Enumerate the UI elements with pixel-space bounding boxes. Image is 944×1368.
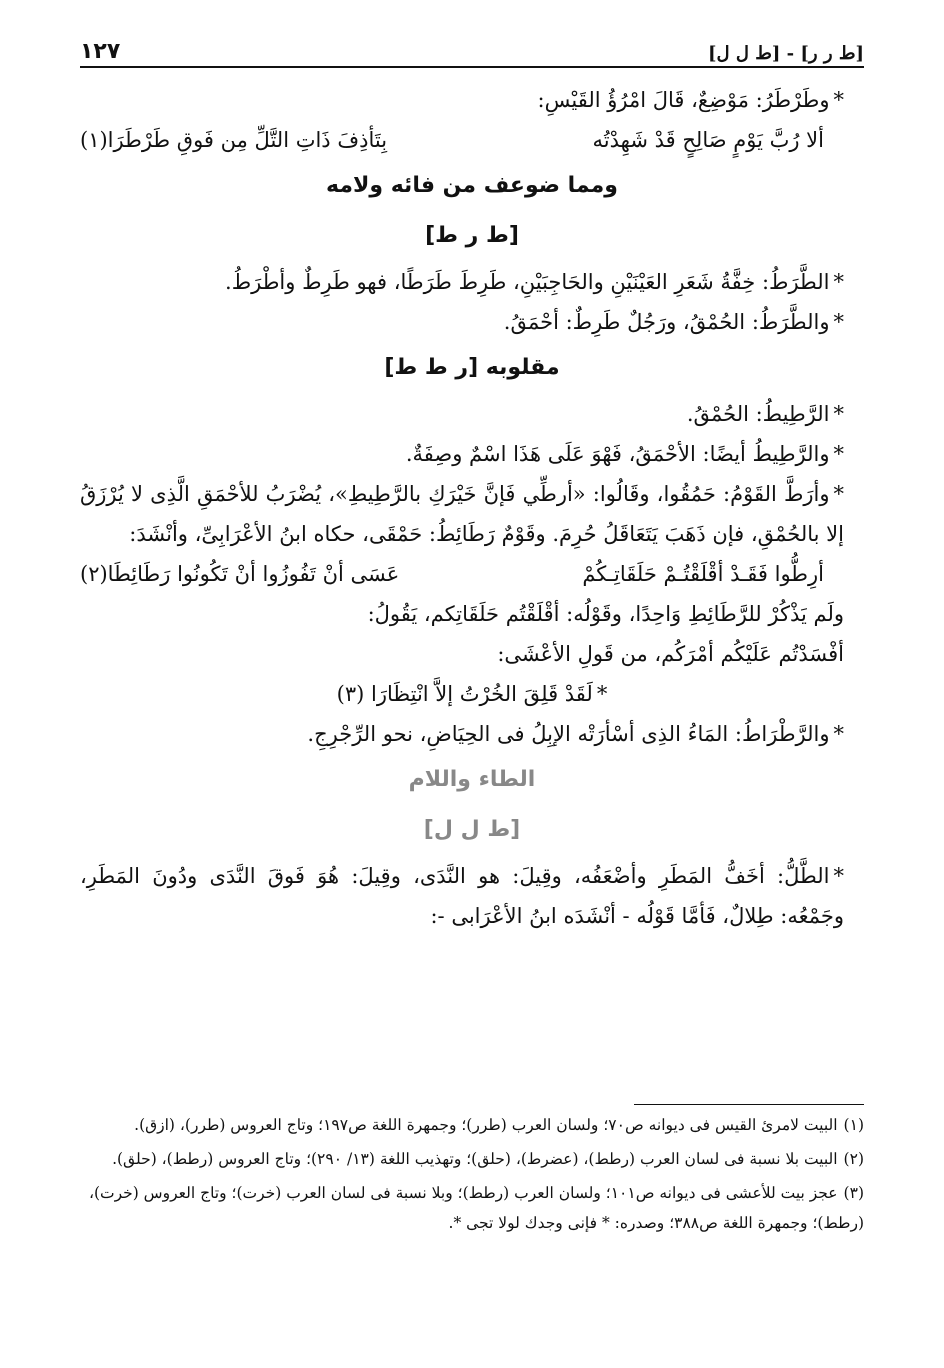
entry-tartar bbox=[80, 80, 864, 120]
star-marker: * bbox=[833, 482, 844, 506]
footnote-2 bbox=[80, 1144, 864, 1174]
verse-1-hemistich-b: بِتَأذِفَ ذَاتِ التَّلِّ مِن فَوقِ طَرْطَرَا(١) bbox=[80, 128, 388, 152]
verse-1 bbox=[80, 120, 864, 160]
entry-tall bbox=[80, 856, 864, 936]
footnote-number: (٣) bbox=[843, 1184, 864, 1202]
entry-tarat-humq bbox=[80, 302, 864, 342]
entry-ratit bbox=[80, 394, 864, 434]
star-marker: * bbox=[833, 722, 844, 746]
footnotes bbox=[80, 1110, 864, 1242]
verse-3-text: لَقَدْ قَلِقَ الخُرْتُ إلاَّ انْتِظَارَا (٣) bbox=[336, 682, 593, 706]
entry-ratit-also bbox=[80, 434, 864, 474]
section-heading: ومما ضوعف من فائه ولامه bbox=[326, 173, 618, 198]
line-rataait: ولَم يَذْكُرْ للرَّطَائِطِ وَاحِدًا، وقَوْلُه: أقْلَقْتُم حَلَقَاتِكم، يَقُولُ: bbox=[367, 602, 844, 626]
footnote-number: (٢) bbox=[843, 1150, 864, 1168]
entry-tarat bbox=[80, 262, 864, 302]
entry-text: الطَّرَطُ: خِفَّةُ شَعَرِ العَيْنَيْنِ والحَاجِبَيْنِ، طَرِطَ طَرَطًا، فهو طَرِطٌ وأطْرَطُ. bbox=[225, 270, 830, 294]
star-marker: * bbox=[833, 864, 844, 888]
star-marker: * bbox=[833, 270, 844, 294]
entry-text: وطَرْطَرُ: مَوْضِعٌ، قَالَ امْرُؤُ القَيْسِ: bbox=[537, 88, 830, 112]
entry-text: الطَّلُّ: أخَفُّ المَطَرِ وأضْعَفُه، وقِيلَ: هو النَّدَى، وقِيلَ: هُوَ فَوقَ النَّدَى ودُونَ المَطَرِ، وجَمْعُه: طِلالٌ، فَأمَّا قَوْلُه - أنْشَدَه ابنُ الأعْرَابى -: bbox=[80, 864, 844, 928]
verse-2-hemistich-a: أرِطُّوا فَقَـدْ أقْلَقْتُـمْ حَلَقَاتِـكُمْ bbox=[582, 562, 824, 586]
star-marker: * bbox=[596, 682, 608, 706]
root-heading-rtt: مقلوبه [ر ط ط] bbox=[384, 355, 560, 380]
running-head: [ط ر ر] - [ط ل ل] bbox=[708, 43, 864, 64]
entry-text: والرَّطِيطُ أيضًا: الأحْمَقُ، فَهْوَ عَلَى هَذَا اسْمٌ وصِفَةٌ. bbox=[405, 442, 830, 466]
main-text bbox=[80, 80, 864, 936]
footnote-1 bbox=[80, 1110, 864, 1140]
verse-2-hemistich-b: عَسَى أنْ تَفُوزُوا أنْ تَكُونُوا رَطَائِطَا(٢) bbox=[80, 562, 400, 586]
entry-ratrat bbox=[80, 714, 864, 754]
root-heading-tll: [ط ل ل] bbox=[423, 817, 521, 842]
section-heading-taa-lam: الطاء واللام bbox=[408, 767, 536, 792]
verse-2 bbox=[80, 554, 864, 594]
footnote-rule bbox=[634, 1104, 864, 1105]
entry-text: والرَّطْرَاطُ: المَاءُ الذِى أسْأرَتْه الإبِلُ فى الحِيَاضِ، نحو الرِّجْرِجِ. bbox=[307, 722, 830, 746]
footnote-text: البيت بلا نسبة فى لسان العرب (رطط)، (عضرط)، (حلق)؛ وتهذيب اللغة (١٣/ ٢٩٠)؛ وتاج العروس (رطط)، (حلق). bbox=[112, 1150, 838, 1168]
star-marker: * bbox=[833, 402, 844, 426]
star-marker: * bbox=[833, 310, 844, 334]
entry-text: الرَّطِيطُ: الحُمْقُ. bbox=[686, 402, 830, 426]
verse-1-hemistich-a: ألا رُبَّ يَوْمٍ صَالِحٍ قَدْ شَهِدْتُه bbox=[592, 128, 824, 152]
page-header bbox=[80, 30, 864, 68]
entry-aratta bbox=[80, 474, 864, 554]
entry-text: والطَّرَطُ: الحُمْقُ، ورَجُلٌ طَرِطٌ: أحْمَقُ. bbox=[503, 310, 830, 334]
verse-3 bbox=[80, 674, 864, 714]
root-heading-trt: [ط ر ط] bbox=[425, 223, 519, 248]
page-number: ١٢٧ bbox=[80, 39, 121, 64]
footnote-3 bbox=[80, 1178, 864, 1238]
footnote-number: (١) bbox=[843, 1116, 864, 1134]
star-marker: * bbox=[833, 88, 844, 112]
star-marker: * bbox=[833, 442, 844, 466]
entry-text: وأرَطَّ القَوْمُ: حَمُقُوا، وقَالُوا: «أرطِّي فَإنَّ خَيْرَكِ بالرَّطِيطِ»، يُضْرَبُ للأحْمَقِ الَّذِى لا يُرْزَقُ إلا بالحُمْقِ، فإن ذَهَبَ يَتَعَاقَلُ حُرِمَ. وقَوْمٌ رَطَائِطُ: حَمْقَى، حكاه ابنُ الأعْرَابِىِّ، وأنْشَدَ: bbox=[80, 482, 844, 546]
footnote-text: عجز بيت للأعشى فى ديوانه ص١٠١؛ ولسان العرب (رطط)؛ وبلا نسبة فى لسان العرب (خرت)؛ وتاج العروس (خرت)، (رطط)؛ وجمهرة اللغة ص٣٨٨؛ وصدره: * فإنى وجدك لولا تجى *. bbox=[88, 1184, 864, 1232]
line-afsadtum: أفْسَدْتُم عَلَيْكُم أمْرَكُم، من قَولِ الأعْشَى: bbox=[497, 642, 844, 666]
footnote-text: البيت لامرئ القيس فى ديوانه ص٧٠؛ ولسان العرب (طرر)؛ وجمهرة اللغة ص١٩٧؛ وتاج العروس (طرر)، (ازق). bbox=[134, 1116, 838, 1134]
